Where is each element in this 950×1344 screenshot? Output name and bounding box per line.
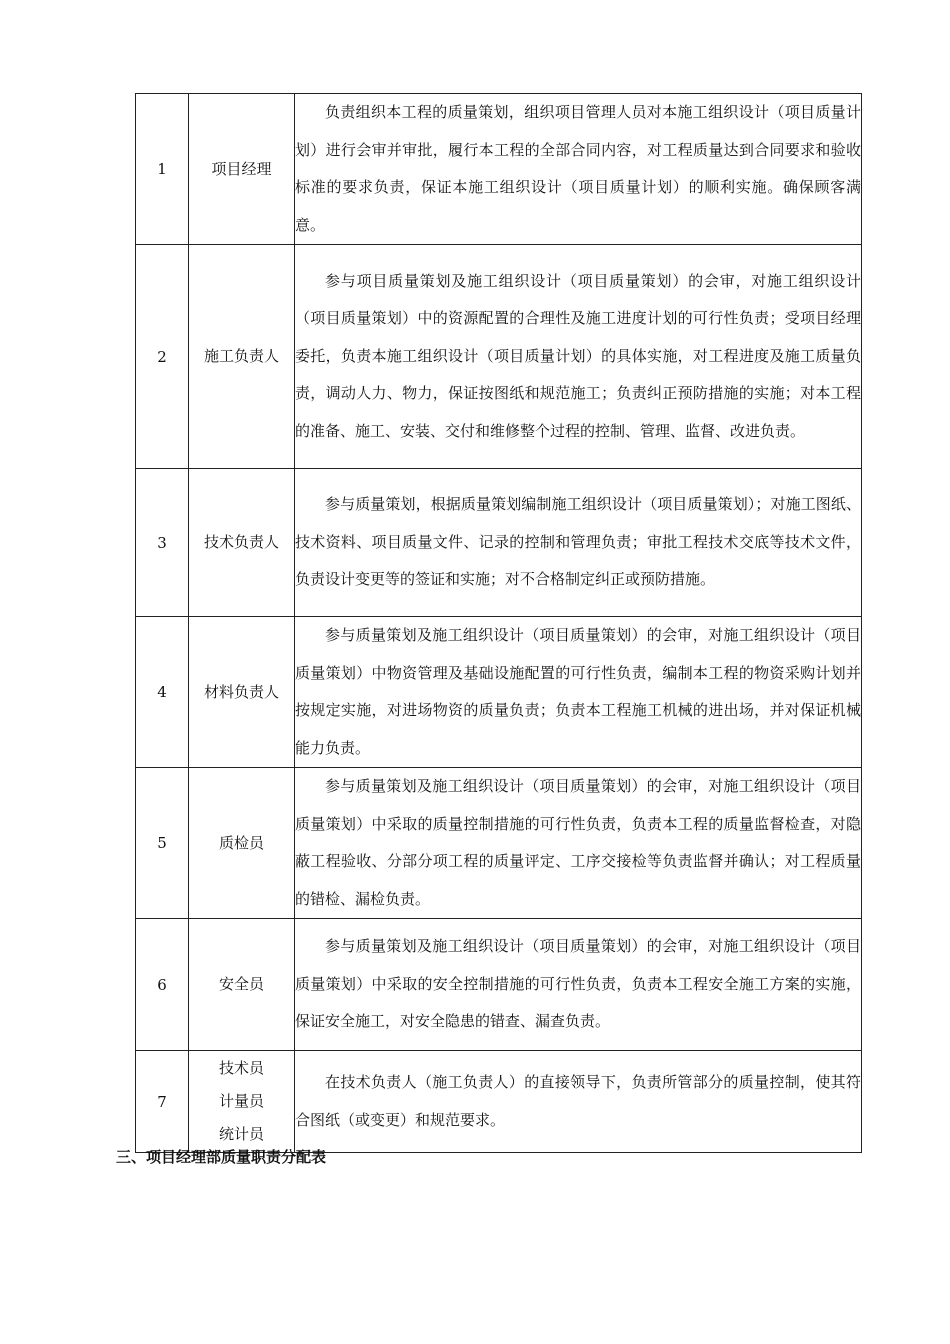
role-name: 质检员 <box>218 833 264 852</box>
duty-table <box>135 93 862 1153</box>
table-row <box>136 469 862 617</box>
duty-cell <box>295 469 862 617</box>
duty-cell <box>295 768 862 919</box>
table-row <box>136 617 862 768</box>
role-name: 材料负责人 <box>203 682 279 701</box>
role-cell <box>189 469 295 617</box>
role-cell <box>189 617 295 768</box>
duty-cell <box>295 919 862 1051</box>
duty-text: 参与质量策划及施工组织设计（项目质量策划）的会审，对施工组织设计（项目质量策划）中采取的质量控制措施的可行性负责，负责本工程的质量监督检查，对隐蔽工程验收、分部分项工程的质量评定、工序交接检等负责监督并确认；对工程质量的错检、漏检负责。 <box>295 777 861 908</box>
duty-cell <box>295 617 862 768</box>
duty-cell <box>295 94 862 245</box>
table-row <box>136 245 862 469</box>
role-cell <box>189 768 295 919</box>
duty-cell <box>295 245 862 469</box>
row-number: 3 <box>136 469 189 617</box>
table-row <box>136 768 862 919</box>
section-heading: 三、项目经理部质量职责分配表 <box>116 1148 327 1166</box>
row-number: 1 <box>136 94 189 245</box>
role-name: 项目经理 <box>211 159 272 178</box>
role-name: 安全员 <box>218 975 264 993</box>
table-row <box>136 919 862 1051</box>
role-name: 统计员 <box>218 1125 264 1143</box>
role-name: 技术负责人 <box>203 533 279 551</box>
role-name: 施工负责人 <box>203 347 279 365</box>
duty-cell <box>295 1051 862 1153</box>
row-number: 6 <box>136 919 189 1051</box>
duty-text: 负责组织本工程的质量策划，组织项目管理人员对本施工组织设计（项目质量计划）进行会审并审批，履行本工程的全部合同内容，对工程质量达到合同要求和验收标准的要求负责，保证本施工组织设计（项目质量计划）的顺利实施。确保顾客满意。 <box>295 103 861 234</box>
row-number: 4 <box>136 617 189 768</box>
duty-text: 在技术负责人（施工负责人）的直接领导下，负责所管部分的质量控制，使其符合图纸（或变更）和规范要求。 <box>295 1073 861 1129</box>
role-name: 技术员 <box>218 1059 264 1077</box>
row-number: 2 <box>136 245 189 469</box>
duty-text: 参与项目质量策划及施工组织设计（项目质量策划）的会审，对施工组织设计（项目质量策划）中的资源配置的合理性及施工进度计划的可行性负责；受项目经理委托，负责本施工组织设计（项目质量计划）的具体实施，对工程进度及施工质量负责，调动人力、物力，保证按图纸和规范施工；负责纠正预防措施的实施；对本工程的准备、施工、安装、交付和维修整个过程的控制、管理、监督、改进负责。 <box>295 271 861 440</box>
role-cell <box>189 94 295 245</box>
duty-text: 参与质量策划及施工组织设计（项目质量策划）的会审，对施工组织设计（项目质量策划）中采取的安全控制措施的可行性负责，负责本工程安全施工方案的实施，保证安全施工，对安全隐患的错查、漏查负责。 <box>295 937 861 1031</box>
table-row <box>136 1051 862 1153</box>
duty-text: 参与质量策划及施工组织设计（项目质量策划）的会审，对施工组织设计（项目质量策划）中物资管理及基础设施配置的可行性负责，编制本工程的物资采购计划并按规定实施，对进场物资的质量负责；负责本工程施工机械的进出场，并对保证机械能力负责。 <box>295 626 861 757</box>
table-row <box>136 94 862 245</box>
role-cell <box>189 919 295 1051</box>
role-cell <box>189 245 295 469</box>
row-number: 5 <box>136 768 189 919</box>
role-name: 计量员 <box>218 1092 264 1110</box>
duty-text: 参与质量策划，根据质量策划编制施工组织设计（项目质量策划）；对施工图纸、技术资料、项目质量文件、记录的控制和管理负责；审批工程技术交底等技术文件，负责设计变更等的签证和实施；对不合格制定纠正或预防措施。 <box>295 495 861 589</box>
role-cell <box>189 1051 295 1153</box>
row-number: 7 <box>136 1051 189 1153</box>
